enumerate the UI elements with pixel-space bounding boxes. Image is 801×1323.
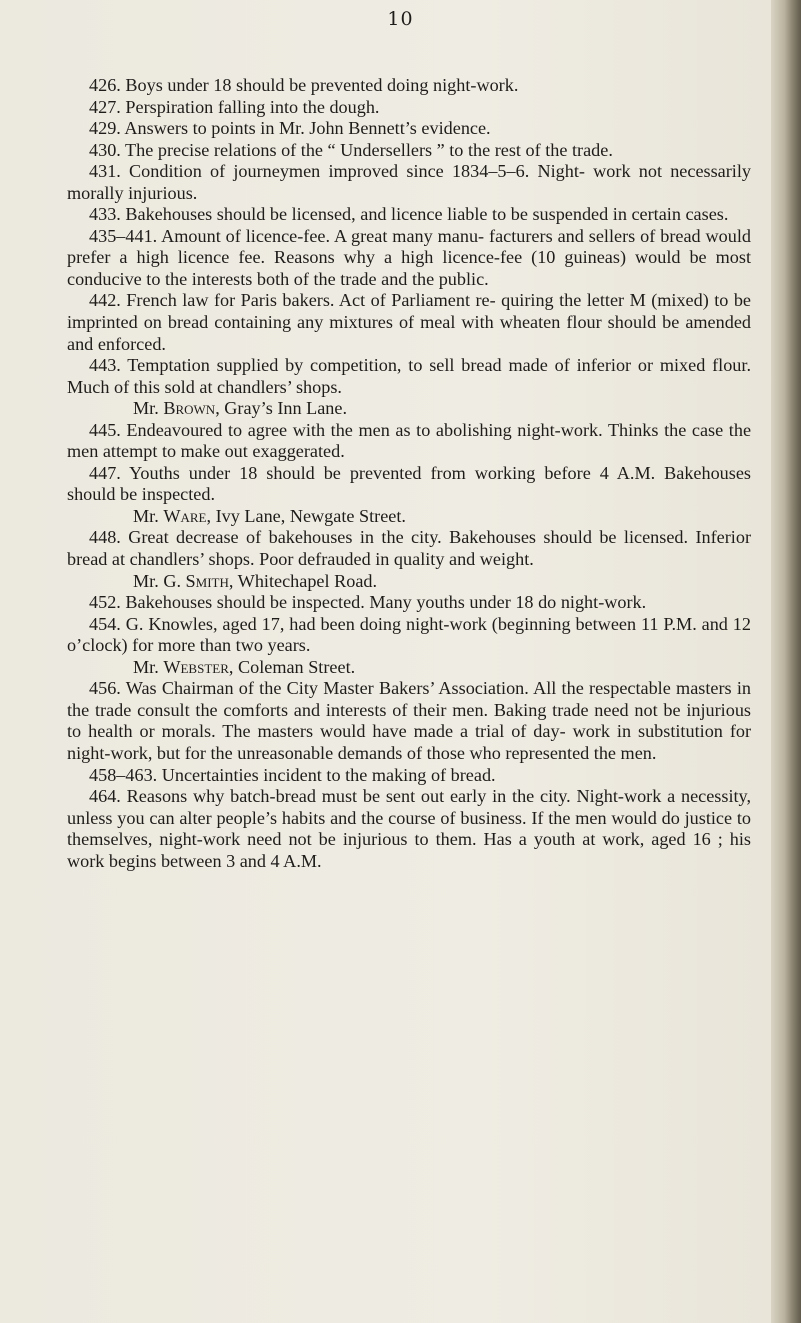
text-line: work in substitution for night-work, but for the unreasonable bbox=[67, 721, 752, 763]
text-line: should be licensed. Inferior bread at chandlers’ shops. Poor bbox=[67, 527, 752, 570]
heading-prefix: Mr. G. bbox=[133, 570, 186, 591]
paragraph-p435 bbox=[67, 226, 751, 291]
paragraph-p443 bbox=[67, 355, 751, 398]
text-line: 430. The precise relations of the “ Undersellers ” to the rest bbox=[89, 139, 521, 160]
text-line: 452. Bakehouses should be inspected. Many youths under 18 bbox=[89, 592, 534, 613]
text-line: 458–463. Uncertainties incident to the making of bread. bbox=[89, 764, 496, 785]
text-body bbox=[67, 75, 751, 872]
text-line: shops. bbox=[295, 376, 342, 397]
witness-heading bbox=[67, 657, 751, 679]
paragraph-p431 bbox=[67, 161, 751, 204]
paragraph-p454 bbox=[67, 614, 751, 657]
text-line: 426. Boys under 18 should be prevented doing night-work. bbox=[89, 75, 519, 95]
paragraph-p430 bbox=[67, 140, 751, 162]
witness-heading bbox=[67, 398, 751, 420]
heading-suffix: , Whitechapel Road. bbox=[228, 570, 378, 591]
paragraph-p456 bbox=[67, 678, 751, 764]
text-line: 442. French law for Paris bakers. Act of Parliament re- bbox=[89, 290, 496, 311]
text-line: years. bbox=[267, 635, 311, 656]
text-line: quiring the letter M (mixed) to be imprinted on bread containing bbox=[67, 290, 751, 333]
text-line: suspended in certain cases. bbox=[532, 204, 729, 225]
paragraph-p448 bbox=[67, 527, 751, 570]
heading-name: Smith bbox=[185, 570, 229, 591]
paragraph-p445 bbox=[67, 420, 751, 463]
text-line: of inferior or mixed flour. Much of this sold at chandlers’ bbox=[67, 355, 752, 397]
paragraph-p452 bbox=[67, 592, 751, 614]
text-line: of the trade. bbox=[525, 139, 613, 160]
text-line: work not necessarily morally injurious. bbox=[67, 161, 752, 203]
text-line: 445. Endeavoured to agree with the men as to abolishing bbox=[89, 419, 512, 440]
text-line: interests of their men. Baking trade need not be injurious to bbox=[67, 699, 752, 742]
text-line: demands of those who represented the men. bbox=[337, 742, 657, 763]
heading-suffix: , Coleman Street. bbox=[228, 656, 356, 677]
text-line: health or morals. The masters would have made a trial of day- bbox=[88, 721, 566, 742]
paragraph-p447 bbox=[67, 463, 751, 506]
page-edge-shadow bbox=[771, 0, 801, 1323]
heading-prefix: Mr. bbox=[133, 398, 164, 419]
paragraph-p464 bbox=[67, 786, 751, 872]
text-line: fee. Reasons why a high licence-fee (10 guineas) would be most bbox=[238, 247, 751, 268]
text-line: to themselves, night-work need not be injurious to them. Has bbox=[67, 807, 752, 850]
text-line: conducive to the interests both of the trade and the public. bbox=[67, 268, 489, 289]
text-line: 435–441. Amount of licence-fee. A great many manu- bbox=[89, 225, 485, 246]
heading-name: Brown bbox=[163, 398, 216, 419]
witness-heading bbox=[67, 571, 751, 593]
text-line: 454. G. Knowles, aged 17, had been doing night-work bbox=[89, 613, 487, 634]
text-line: 433. Bakehouses should be licensed, and licence liable to be bbox=[89, 204, 528, 225]
text-line: do night-work. bbox=[538, 592, 647, 613]
text-line: 431. Condition of journeymen improved since 1834–5–6. Night- bbox=[89, 161, 585, 182]
page-number: 10 bbox=[387, 8, 414, 30]
text-line: 464. Reasons why batch-bread must be sent out early in the bbox=[89, 786, 535, 807]
text-line: habits and the course of business. If the men would do justice bbox=[281, 807, 733, 828]
text-line: 456. Was Chairman of the City Master Bakers’ Association. bbox=[89, 678, 529, 699]
text-line: night-work. Thinks the case the men attempt to make out bbox=[67, 419, 752, 462]
witness-heading bbox=[67, 506, 751, 528]
text-line: (beginning between 11 P.M. and 12 o’clock) for more than two bbox=[67, 613, 751, 656]
text-line: enforced. bbox=[97, 333, 166, 354]
text-line: exaggerated. bbox=[252, 441, 345, 462]
text-line: 448. Great decrease of bakehouses in the city. Bakehouses bbox=[89, 527, 536, 548]
paragraph-p426 bbox=[67, 75, 751, 97]
text-line: any mixtures of meal with wheaten flour should be amended and bbox=[67, 312, 751, 354]
text-line: 429. Answers to points in Mr. John Bennett’s evidence. bbox=[89, 118, 491, 139]
heading-suffix: , Ivy Lane, Newgate Street. bbox=[206, 505, 406, 526]
heading-name: Ware bbox=[163, 505, 207, 526]
text-line: All the respectable masters in the trade consult the comforts and bbox=[67, 678, 751, 720]
text-line: city. Night-work a necessity, unless you can alter people’s bbox=[67, 786, 752, 828]
paragraph-p458 bbox=[67, 765, 751, 787]
heading-name: Webster bbox=[163, 656, 229, 677]
heading-prefix: Mr. bbox=[133, 505, 164, 526]
heading-prefix: Mr. bbox=[133, 656, 164, 677]
paragraph-p427 bbox=[67, 97, 751, 119]
paragraph-p433 bbox=[67, 204, 751, 226]
text-line: 4 A.M. Bakehouses should be inspected. bbox=[67, 462, 751, 505]
text-line: 447. Youths under 18 should be prevented from working before bbox=[89, 462, 591, 483]
text-line: a youth at work, aged 16 ; his work begins between 3 and 4 A.M. bbox=[67, 829, 752, 871]
paragraph-p429 bbox=[67, 118, 751, 140]
heading-suffix: , Gray’s Inn Lane. bbox=[215, 398, 348, 419]
text-line: 427. Perspiration falling into the dough. bbox=[89, 96, 380, 117]
text-line: 443. Temptation supplied by competition, to sell bread made bbox=[89, 355, 548, 376]
text-line: defrauded in quality and weight. bbox=[297, 549, 534, 570]
paragraph-p442 bbox=[67, 290, 751, 355]
text-line: facturers and sellers of bread would prefer a high licence bbox=[67, 225, 752, 268]
